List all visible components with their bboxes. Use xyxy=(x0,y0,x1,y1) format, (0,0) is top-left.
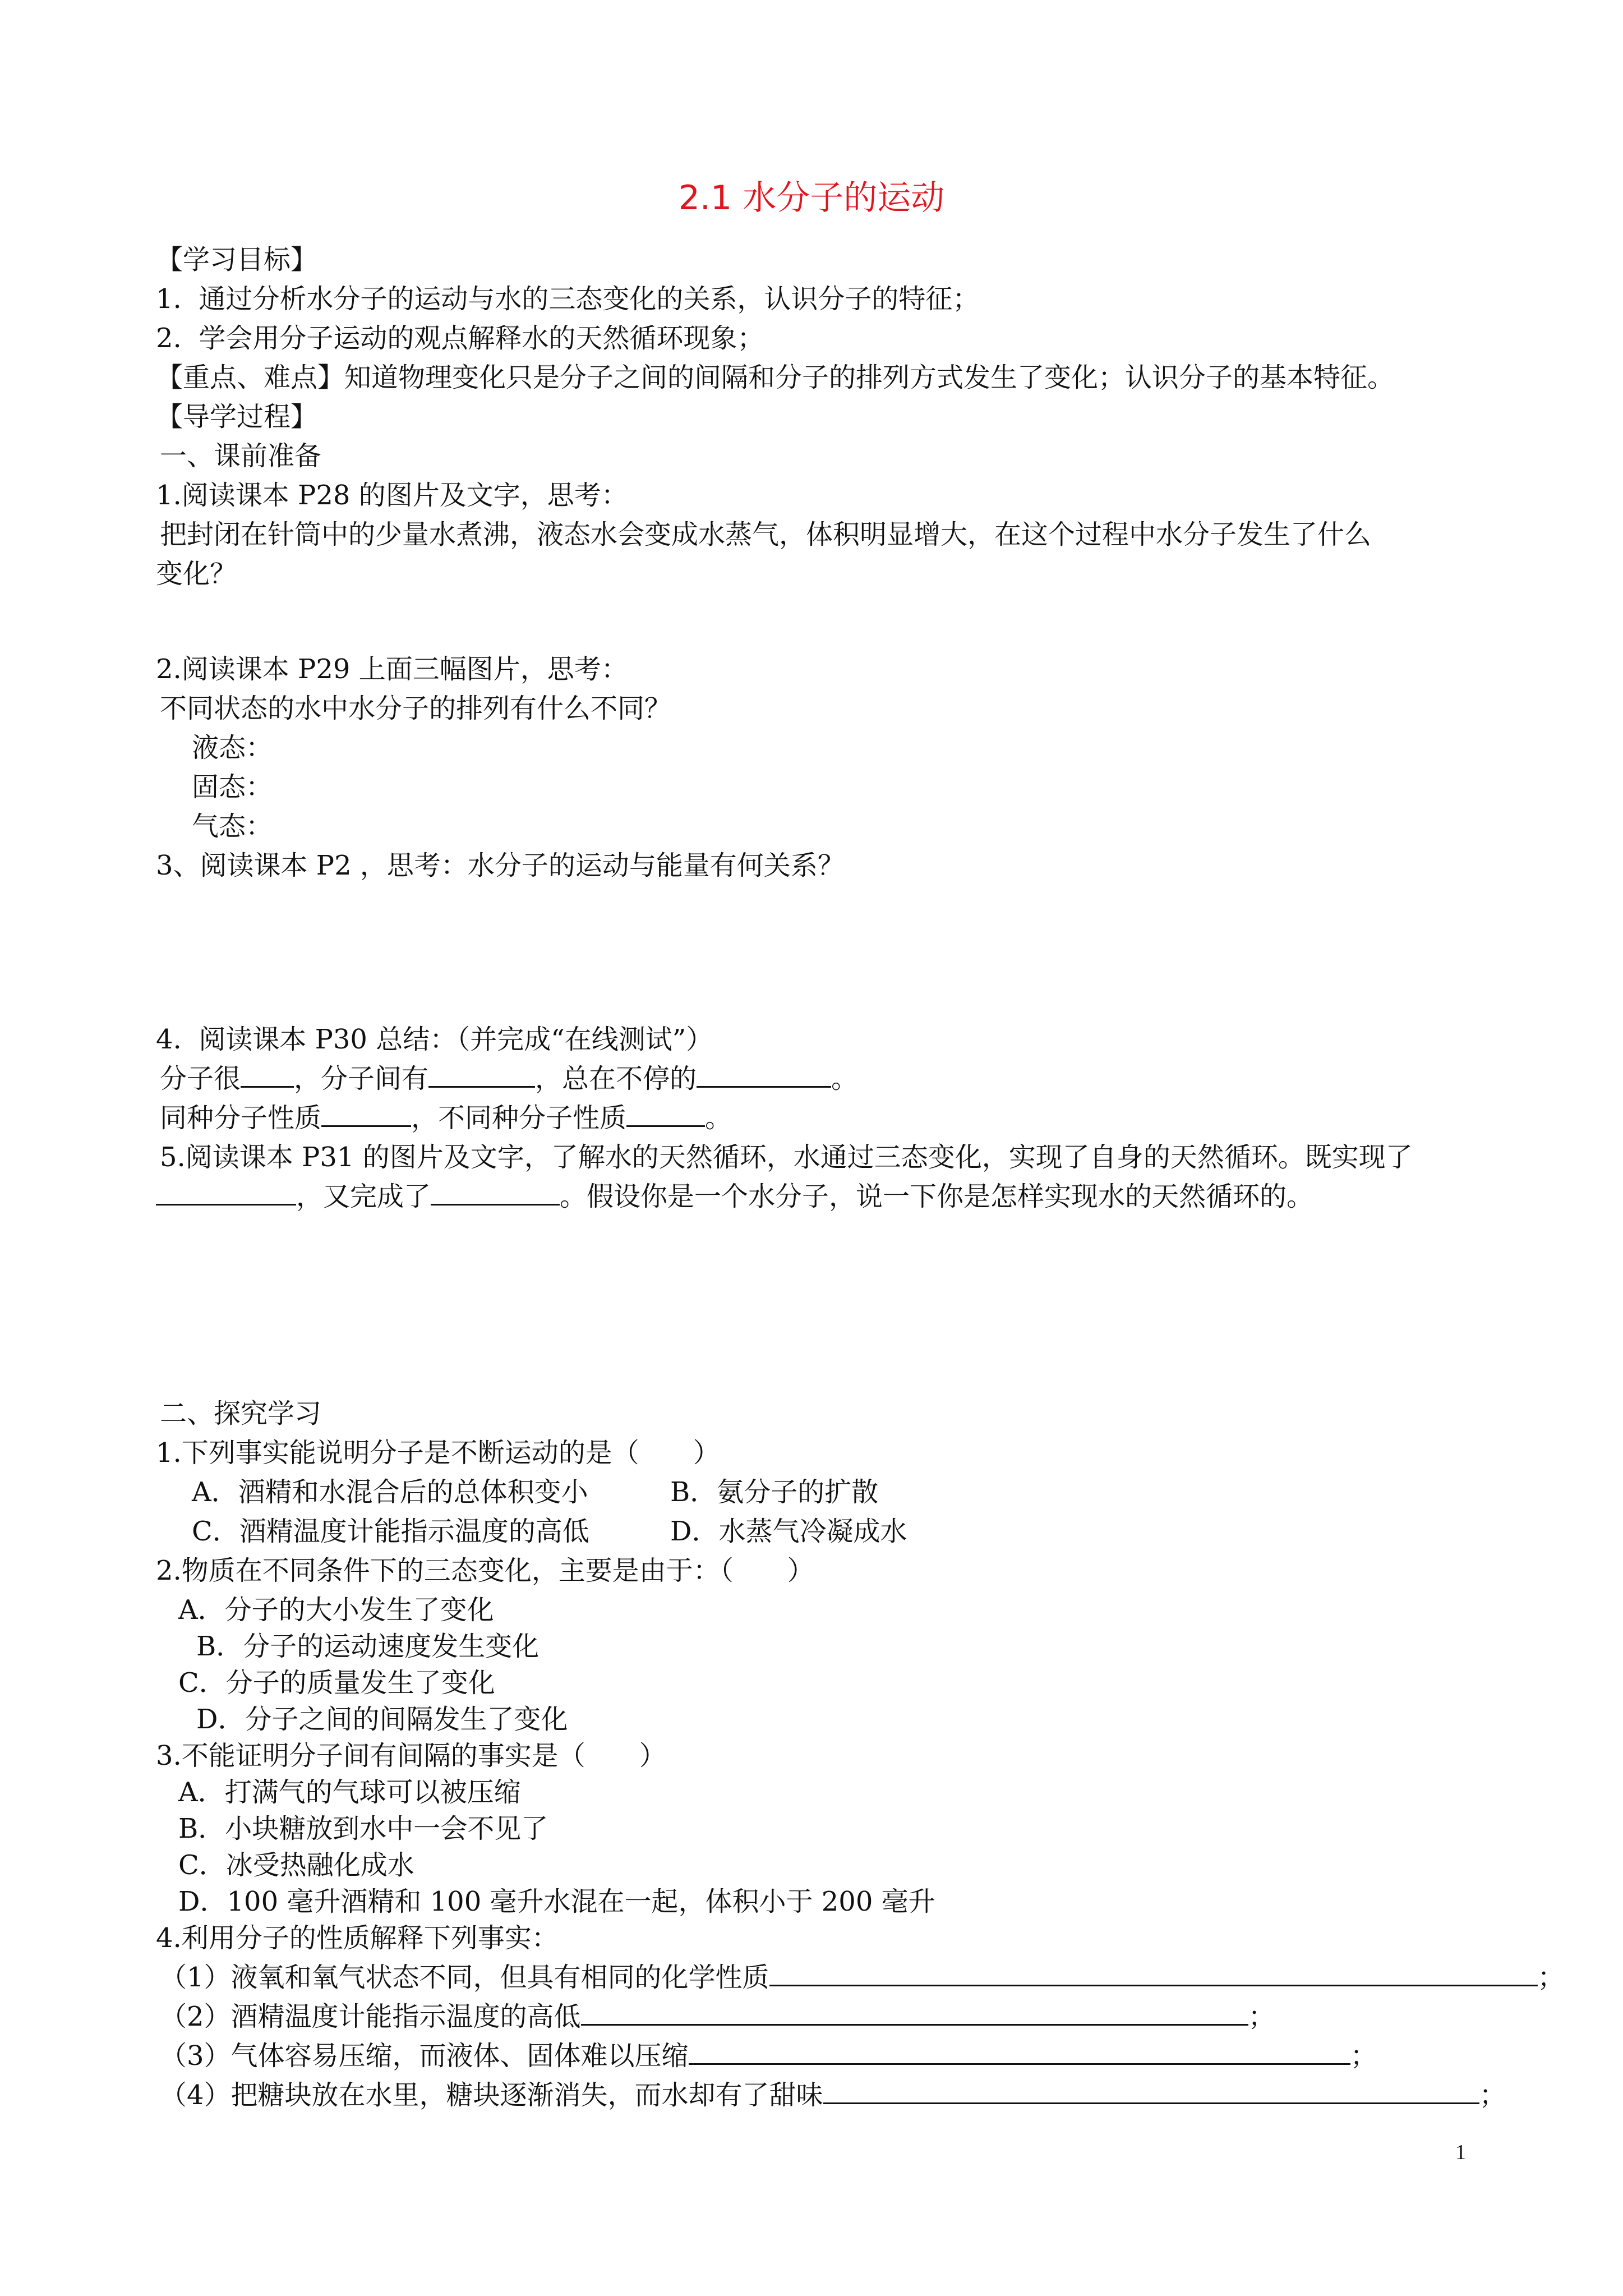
s1-q3: 3、阅读课本 P2 ，思考：水分子的运动与能量有何关系？ xyxy=(156,850,845,881)
s1-q2-prompt: 2.阅读课本 P29 上面三幅图片，思考： xyxy=(156,654,628,685)
answer-blank[interactable] xyxy=(769,1962,1538,1986)
s2-q4-item-1 xyxy=(160,1961,1565,1994)
q4-text-g: 。 xyxy=(705,1102,732,1134)
s1-q2-solid: 固态： xyxy=(192,771,273,803)
page-title: 2.1 水分子的运动 xyxy=(678,178,945,218)
goal-item-1: 1. 通过分析水分子的运动与水的三态变化的关系，认识分子的特征； xyxy=(156,283,980,315)
q4-item-2-text: （2）酒精温度计能指示温度的高低 xyxy=(160,2001,581,2032)
section1-heading: 一、课前准备 xyxy=(160,440,322,472)
answer-blank[interactable] xyxy=(697,1064,831,1088)
semicolon: ； xyxy=(1350,2040,1377,2072)
s2-q4-item-2 xyxy=(160,2000,1275,2033)
s1-q1-text: 把封闭在针筒中的少量水煮沸，液态水会变成水蒸气，体积明显增大，在这个过程中水分子发生了什么 xyxy=(160,519,1372,550)
process-heading: 【导学过程】 xyxy=(156,401,318,432)
answer-blank[interactable] xyxy=(428,1064,535,1088)
s2-q3-option-a: A．打满气的气球可以被压缩 xyxy=(178,1777,521,1808)
q4-text-b: ，分子间有 xyxy=(294,1063,429,1094)
s2-q2-option-a: A．分子的大小发生了变化 xyxy=(178,1594,494,1626)
q4-text-c: ，总在不停的 xyxy=(535,1063,697,1094)
q4-item-1-text: （1）液氧和氧气状态不同，但具有相同的化学性质 xyxy=(160,1962,769,1993)
s2-q4-item-4 xyxy=(160,2078,1506,2112)
s1-q5-line2 xyxy=(156,1180,1313,1213)
answer-blank[interactable] xyxy=(626,1103,705,1127)
s1-q5-text: 5.阅读课本 P31 的图片及文字，了解水的天然循环，水通过三态变化，实现了自身的天然循环。既实现了 xyxy=(160,1142,1413,1173)
s2-q2-option-c: C．分子的质量发生了变化 xyxy=(178,1667,495,1699)
q5-text-b: 。假设你是一个水分子，说一下你是怎样实现水的天然循环的。 xyxy=(560,1181,1314,1212)
goals-heading: 【学习目标】 xyxy=(156,244,318,275)
s1-q4-prompt: 4. 阅读课本 P30 总结：（并完成“在线测试”） xyxy=(156,1024,713,1055)
s1-q1-text-cont: 变化？ xyxy=(156,558,237,590)
semicolon: ； xyxy=(1537,1962,1565,1993)
semicolon: ； xyxy=(1248,2001,1275,2032)
s2-q3-option-c: C．冰受热融化成水 xyxy=(178,1849,414,1881)
goal-item-2: 2. 学会用分子运动的观点解释水的天然循环现象； xyxy=(156,323,764,354)
q4-item-3-text: （3）气体容易压缩，而液体、固体难以压缩 xyxy=(160,2040,689,2072)
s2-q2-option-b: B．分子的运动速度发生变化 xyxy=(196,1631,540,1662)
s2-q1: 1.下列事实能说明分子是不断运动的是（ ） xyxy=(156,1437,720,1469)
answer-blank[interactable] xyxy=(581,2001,1248,2026)
q4-text-f: ，不同种分子性质 xyxy=(411,1102,627,1134)
s1-q2-liquid: 液态： xyxy=(192,732,273,763)
s2-q2-option-d: D．分子之间的间隔发生了变化 xyxy=(196,1704,568,1735)
page-number: 1 xyxy=(1455,2141,1466,2164)
s1-q2-text: 不同状态的水中水分子的排列有什么不同？ xyxy=(160,693,672,724)
q5-text-a: ，又完成了 xyxy=(296,1181,431,1212)
section2-heading: 二、探究学习 xyxy=(160,1398,322,1429)
q4-text-e: 同种分子性质 xyxy=(160,1102,322,1134)
answer-blank[interactable] xyxy=(321,1103,411,1127)
s2-q3: 3.不能证明分子间有间隔的事实是（ ） xyxy=(156,1740,666,1772)
semicolon: ； xyxy=(1479,2079,1506,2111)
s2-q3-option-b: B．小块糖放到水中一会不见了 xyxy=(178,1813,548,1844)
s2-q1-option-b: B．氨分子的扩散 xyxy=(670,1476,879,1508)
s2-q4-item-3 xyxy=(160,2039,1377,2073)
s2-q1-option-d: D．水蒸气冷凝成水 xyxy=(670,1516,907,1547)
answer-blank[interactable] xyxy=(823,2080,1479,2104)
s2-q1-option-a: A．酒精和水混合后的总体积变小 xyxy=(192,1476,588,1508)
answer-blank[interactable] xyxy=(156,1181,296,1205)
s1-q1-prompt: 1.阅读课本 P28 的图片及文字，思考： xyxy=(156,480,628,511)
s1-q4-line1 xyxy=(160,1062,858,1096)
q4-text-a: 分子很 xyxy=(160,1063,241,1094)
q4-text-d: 。 xyxy=(831,1063,859,1094)
s2-q3-option-d: D．100 毫升酒精和 100 毫升水混在一起，体积小于 200 毫升 xyxy=(178,1886,935,1917)
s2-q1-option-c: C．酒精温度计能指示温度的高低 xyxy=(192,1516,589,1547)
s2-q2: 2.物质在不同条件下的三态变化，主要是由于：（ ） xyxy=(156,1555,814,1586)
answer-blank[interactable] xyxy=(431,1181,560,1205)
key-points: 【重点、难点】知道物理变化只是分子之间的间隔和分子的排列方式发生了变化；认识分子的基本特征。 xyxy=(156,362,1395,393)
s2-q4: 4.利用分子的性质解释下列事实： xyxy=(156,1922,559,1954)
s1-q4-line2 xyxy=(160,1101,732,1135)
s1-q2-gas: 气态： xyxy=(192,811,273,842)
answer-blank[interactable] xyxy=(689,2041,1350,2065)
answer-blank[interactable] xyxy=(241,1064,294,1088)
q4-item-4-text: （4）把糖块放在水里，糖块逐渐消失，而水却有了甜味 xyxy=(160,2079,823,2111)
